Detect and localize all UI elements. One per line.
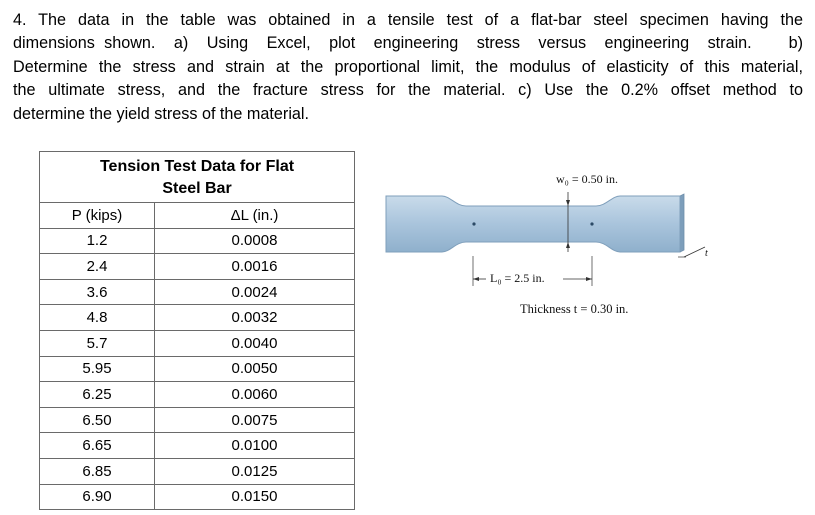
specimen-thickness-edge [680,194,684,252]
gauge-mark-right [590,222,593,225]
elongation-cell: 0.0075 [155,407,355,433]
elongation-cell: 0.0008 [155,228,355,254]
problem-line: determine the yield stress of the material. [13,104,310,123]
table-row [40,433,355,459]
load-cell: 6.50 [40,407,155,433]
length-label: L₀ = 2.5 in. [490,271,545,285]
elongation-cell: 0.0060 [155,382,355,408]
load-cell: 6.25 [40,382,155,408]
elongation-cell: 0.0150 [155,484,355,510]
column-header-load: P (kips) [40,203,155,229]
load-cell: 5.95 [40,356,155,382]
table-body [40,228,355,510]
problem-line: dimensions shown. a) Using Excel, plot engineering stress versus engineering strain. b) [13,34,803,53]
specimen-drawing [380,160,710,325]
specimen-figure [380,160,710,325]
table-row [40,382,355,408]
table-row [40,254,355,280]
elongation-cell: 0.0050 [155,356,355,382]
problem-statement [13,9,803,126]
table-row [40,458,355,484]
elongation-cell: 0.0016 [155,254,355,280]
load-cell: 6.65 [40,433,155,459]
load-cell: 5.7 [40,330,155,356]
table-row [40,484,355,510]
width-arrow-bottom [566,242,570,248]
problem-line: Determine the stress and strain at the proportional limit, the modulus of elasticity of this material, [13,57,803,76]
load-cell: 2.4 [40,254,155,280]
load-cell: 1.2 [40,228,155,254]
gauge-mark-left [472,222,475,225]
table-row [40,228,355,254]
thickness-dimension-line [684,247,705,257]
length-arrow-left [473,277,479,281]
elongation-cell: 0.0040 [155,330,355,356]
specimen-bar [386,196,680,252]
problem-line: 4. The data in the table was obtained in a tensile test of a flat-bar steel specimen having the [13,11,803,29]
table-row [40,356,355,382]
load-cell: 6.90 [40,484,155,510]
tension-test-table [39,151,355,510]
elongation-cell: 0.0032 [155,305,355,331]
table-row [40,305,355,331]
length-arrow-right [586,277,592,281]
elongation-cell: 0.0024 [155,279,355,305]
table-title-line2: Steel Bar [162,180,232,197]
load-cell: 4.8 [40,305,155,331]
load-cell: 6.85 [40,458,155,484]
table-row [40,407,355,433]
width-label: w₀ = 0.50 in. [556,172,618,186]
thickness-mark: t [705,248,708,259]
load-cell: 3.6 [40,279,155,305]
table-title [40,152,355,203]
table-row [40,279,355,305]
table-row [40,330,355,356]
elongation-cell: 0.0125 [155,458,355,484]
thickness-label: Thickness t = 0.30 in. [520,302,629,316]
table-title-line1: Tension Test Data for Flat [99,158,295,175]
width-arrow-top [566,200,570,206]
elongation-cell: 0.0100 [155,433,355,459]
problem-line: the ultimate stress, and the fracture stress for the material. c) Use the 0.2% offset method to [13,81,803,100]
column-header-elongation: ΔL (in.) [155,203,355,229]
